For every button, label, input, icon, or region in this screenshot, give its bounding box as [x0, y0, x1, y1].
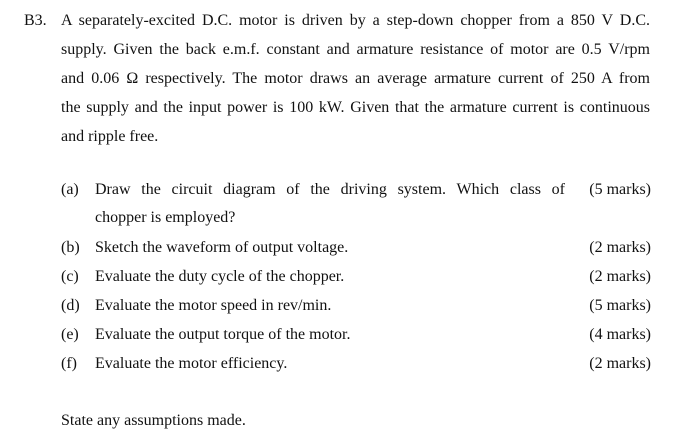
part-text-line: Draw the circuit diagram of the driving system. Which class of	[95, 181, 565, 198]
part-marks: (5 marks)	[589, 297, 651, 314]
part-text-line: Sketch the waveform of output voltage.	[95, 239, 349, 256]
part-marks: (2 marks)	[589, 239, 651, 256]
intro-line: the supply and the input power is 100 kW. Given that the armature current is continuous	[61, 99, 650, 116]
part-text-line: chopper is employed?	[95, 209, 236, 226]
intro-line: and ripple free.	[61, 128, 159, 145]
part-marks: (4 marks)	[589, 326, 651, 343]
part-text	[95, 292, 565, 321]
intro-line: A separately-excited D.C. motor is driven by a step-down chopper from a 850 V D.C.	[61, 12, 650, 29]
part-letter: (e)	[61, 326, 79, 343]
part-letter: (c)	[61, 268, 79, 285]
question-number: B3.	[24, 12, 47, 29]
question-intro	[61, 6, 650, 151]
part-text	[95, 321, 565, 350]
part-text	[95, 176, 565, 234]
part-text-line: Evaluate the motor efficiency.	[95, 355, 288, 372]
part-marks: (2 marks)	[589, 268, 651, 285]
part-marks: (5 marks)	[589, 181, 651, 198]
part-text-line: Evaluate the output torque of the motor.	[95, 326, 351, 343]
part-c	[61, 263, 651, 292]
part-text	[95, 263, 565, 292]
part-f	[61, 350, 651, 379]
part-letter: (d)	[61, 297, 80, 314]
part-marks: (2 marks)	[589, 355, 651, 372]
part-letter: (b)	[61, 239, 80, 256]
part-letter: (a)	[61, 181, 79, 198]
intro-line: supply. Given the back e.m.f. constant and armature resistance of motor are 0.5 V/rpm	[61, 41, 650, 58]
part-d	[61, 292, 651, 321]
assumptions-note: State any assumptions made.	[61, 412, 246, 429]
question-parts	[61, 176, 651, 379]
part-letter: (f)	[61, 355, 77, 372]
part-text-line: Evaluate the duty cycle of the chopper.	[95, 268, 345, 285]
part-b	[61, 234, 651, 263]
part-text	[95, 350, 565, 379]
part-a	[61, 176, 651, 234]
part-text-line: Evaluate the motor speed in rev/min.	[95, 297, 332, 314]
intro-line: and 0.06 Ω respectively. The motor draws an average armature current of 250 A from	[61, 70, 650, 87]
part-text	[95, 234, 565, 263]
part-e	[61, 321, 651, 350]
